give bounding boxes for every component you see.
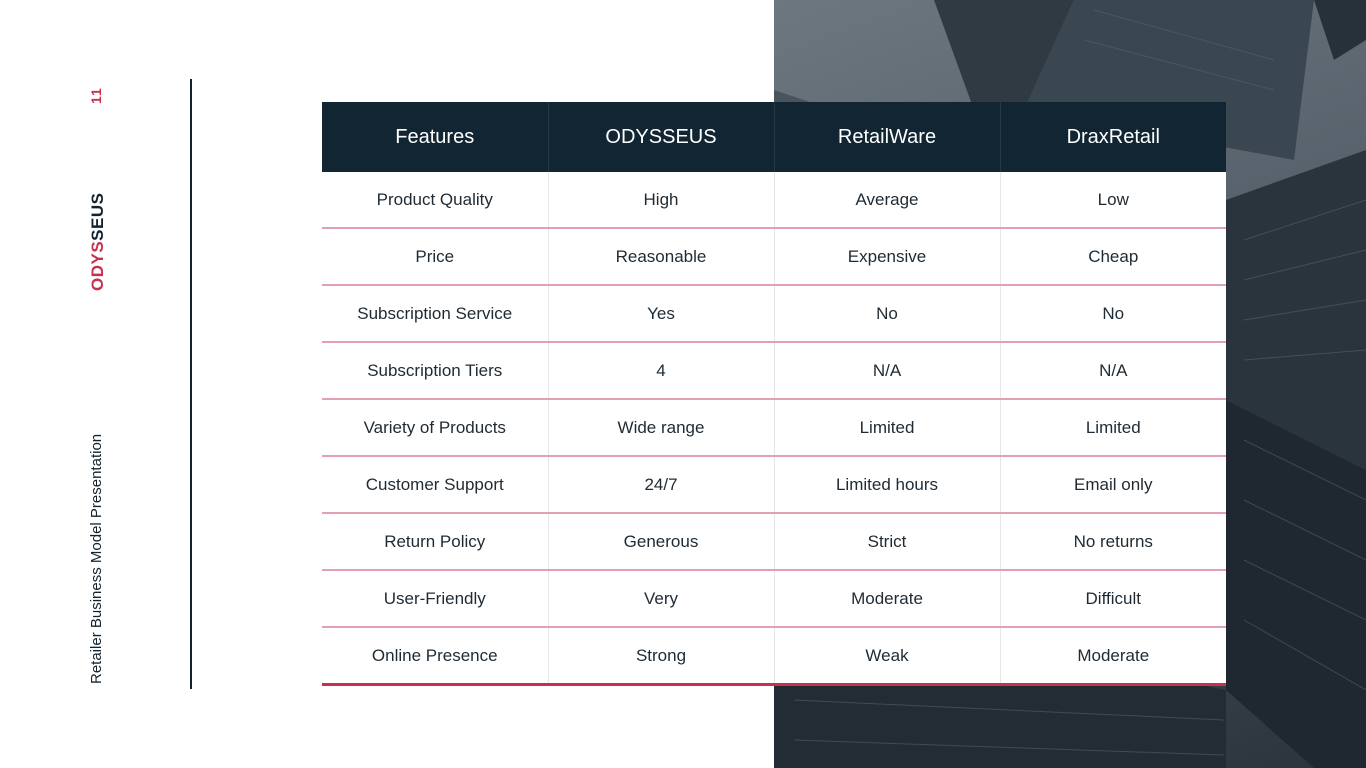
odysseus-cell: High <box>548 172 774 228</box>
draxretail-cell: No returns <box>1000 513 1226 570</box>
table-row <box>322 456 1226 513</box>
feature-cell: Customer Support <box>322 456 548 513</box>
table-row <box>322 342 1226 399</box>
comparison-table <box>322 102 1226 686</box>
retailware-cell: Moderate <box>774 570 1000 627</box>
brand-part-2: SEUS <box>88 192 107 241</box>
retailware-cell: No <box>774 285 1000 342</box>
odysseus-cell: 4 <box>548 342 774 399</box>
odysseus-cell: Reasonable <box>548 228 774 285</box>
odysseus-cell: Wide range <box>548 399 774 456</box>
retailware-cell: Expensive <box>774 228 1000 285</box>
page-number: 11 <box>88 87 104 104</box>
draxretail-cell: Low <box>1000 172 1226 228</box>
brand-logo-text <box>88 193 108 291</box>
header-odysseus: ODYSSEUS <box>548 102 774 172</box>
feature-cell: Price <box>322 228 548 285</box>
draxretail-cell: No <box>1000 285 1226 342</box>
feature-cell: Return Policy <box>322 513 548 570</box>
retailware-cell: Limited <box>774 399 1000 456</box>
table-row <box>322 172 1226 228</box>
table-row <box>322 228 1226 285</box>
brand-part-1: ODYS <box>88 240 107 291</box>
retailware-cell: Weak <box>774 627 1000 685</box>
feature-cell: User-Friendly <box>322 570 548 627</box>
odysseus-cell: Generous <box>548 513 774 570</box>
header-features: Features <box>322 102 548 172</box>
vertical-divider <box>190 79 192 689</box>
feature-cell: Variety of Products <box>322 399 548 456</box>
draxretail-cell: Limited <box>1000 399 1226 456</box>
header-retailware: RetailWare <box>774 102 1000 172</box>
odysseus-cell: Very <box>548 570 774 627</box>
draxretail-cell: Cheap <box>1000 228 1226 285</box>
feature-cell: Subscription Service <box>322 285 548 342</box>
feature-cell: Online Presence <box>322 627 548 685</box>
presentation-subtitle: Retailer Business Model Presentation <box>88 433 105 684</box>
retailware-cell: Limited hours <box>774 456 1000 513</box>
table-row <box>322 285 1226 342</box>
table-row <box>322 570 1226 627</box>
retailware-cell: Average <box>774 172 1000 228</box>
feature-cell: Subscription Tiers <box>322 342 548 399</box>
draxretail-cell: Difficult <box>1000 570 1226 627</box>
table-row <box>322 399 1226 456</box>
draxretail-cell: Moderate <box>1000 627 1226 685</box>
retailware-cell: Strict <box>774 513 1000 570</box>
odysseus-cell: Strong <box>548 627 774 685</box>
feature-cell: Product Quality <box>322 172 548 228</box>
draxretail-cell: N/A <box>1000 342 1226 399</box>
odysseus-cell: 24/7 <box>548 456 774 513</box>
odysseus-cell: Yes <box>548 285 774 342</box>
table-header-row <box>322 102 1226 172</box>
table-row <box>322 627 1226 685</box>
retailware-cell: N/A <box>774 342 1000 399</box>
table-row <box>322 513 1226 570</box>
header-draxretail: DraxRetail <box>1000 102 1226 172</box>
draxretail-cell: Email only <box>1000 456 1226 513</box>
